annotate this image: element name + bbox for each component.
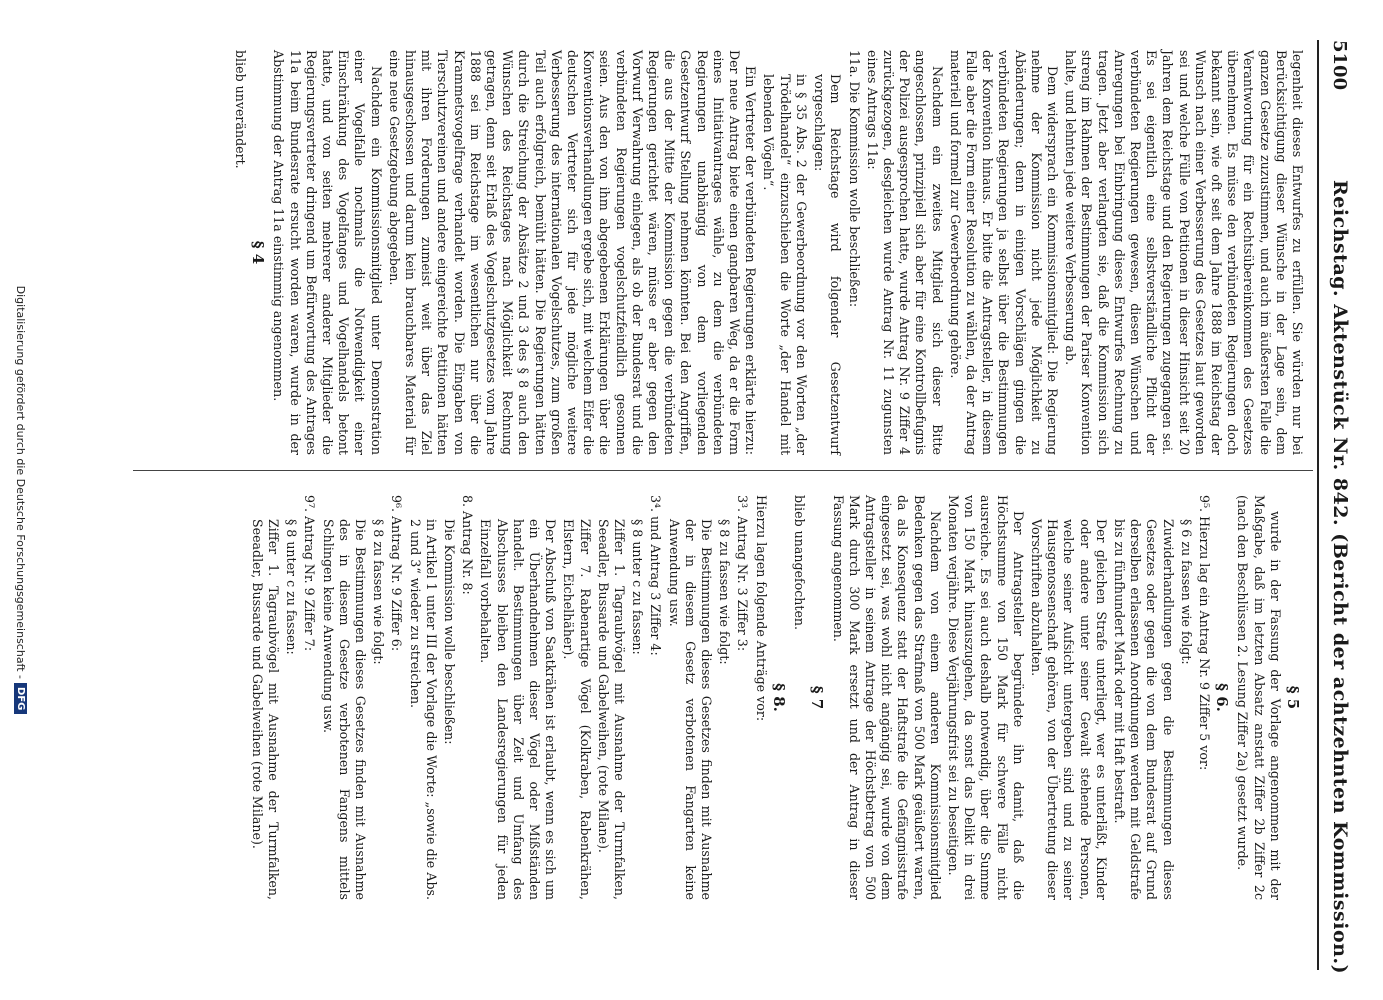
right-paragraph: in Artikel 1 unter III der Vorlage die Worte: „sowie die Abs. 2 und 3“ wieder zu streichen.	[407, 519, 439, 900]
right-paragraph: Ziffer 1. Tagraubvögel mit Ausnahme der Turmfalken, Seeadler, Bussarde und Gabelweihen (rote Milane).	[249, 519, 282, 900]
section-heading: § 6.	[1213, 683, 1232, 712]
footer-credit: Digitalisierung gefördert durch die Deutsche Forschungsgemeinschaft -	[14, 285, 27, 680]
right-paragraph: Ziffer 7. Rabenartige Vögel (Kolkraben, Rabenkrähen, Elstern, Eichelhäher).	[561, 519, 593, 900]
right-paragraph: 8. Antrag Nr. 8:	[460, 495, 476, 595]
right-paragraph: 9⁶. Antrag Nr. 9 Ziffer 6:	[389, 495, 405, 652]
left-paragraph: Nachdem ein Kommissionsmitglied unter Demonstration einer Vogelfalle nochmals die Notwendigkeit einer Einschränkung des Vogelfanges und Vogelhandels betont hatte, und von seiten mehrerer anderer Mitglieder die Regierungsvertreter dringend um Befürwortung des Antrages 11a beim Bundesrate ersucht worden waren, wurde in der Abstimmung der Antrag 11a einstimmig angenommen.	[271, 50, 384, 455]
right-column	[247, 495, 1305, 900]
right-paragraph: Nachdem von einem anderen Kommissionsmitglied Bedenken gegen das Strafmaß von 500 Mark geäußert waren, da als Konsequenz statt der Haftstrafe die Gefängnisstrafe eingesetzt sei, was wohl nicht angängig sei, wurde von dem Antragsteller in seinem Antrage der Höchstbetrag von 500 Mark durch 300 Mark ersetzt und der Antrag in dieser Fassung angenommen.	[830, 495, 943, 900]
right-paragraph: 3⁴. und Antrag 3 Ziffer 4:	[648, 495, 664, 656]
right-paragraph: Die Bestimmungen dieses Gesetzes finden mit Ausnahme der in diesem Gesetz verbotenen Fangarten keine Anwendung usw.	[666, 519, 715, 900]
right-paragraph: Die Bestimmungen dieses Gesetzes finden mit Ausnahme des in diesem Gesetze verbotenen Fangens mittels Schlingen keine Anwendung usw.	[320, 519, 369, 900]
column-divider	[133, 470, 1313, 471]
right-paragraph: § 8 zu fassen wie folgt:	[371, 519, 387, 665]
right-paragraph: blieb unangefochten.	[792, 495, 808, 631]
right-paragraph: § 8 zu fassen wie folgt:	[717, 519, 733, 665]
left-paragraph: legenheit dieses Entwurfes zu erfüllen. Sie würden nur bei Berücksichtigung dieser Wünsche in der Lage sein, dem ganzen Gesetze zuzustimmen, und auch im äußersten Falle die Verantwortung für ein Rechtsübereinkommen des Gesetzes übernehmen. Es müsse den verbündeten Regierungen doch bekannt sein, wie oft seit dem Jahre 1888 im Reichstag der Wunsch nach einer Verbesserung des Gesetzes laut geworden sei und welche Fülle von Petitionen in dieser Hinsicht seit 20 Jahren dem Reichstage und den Regierungen zugegangen sei. Es sei eigentlich eine selbstverständliche Pflicht der verbündeten Regierungen gewesen, diesen Wünschen und Anregungen bei Einbringung dieses Entwurfes Rechnung zu tragen. Jetzt aber verlangten sie, daß die Kommission sich streng im Rahmen der Bestimmungen der Pariser Konvention halte, und lehnten jede weitere Verbesserung ab.	[1063, 50, 1305, 455]
right-paragraph: Der Antragsteller begründete ihn damit, daß die Höchstsumme von 150 Mark für schwere Fälle nicht ausreiche. Es sei auch deshalb notwendig, über die Summe von 150 Mark hinauszugehen, da sonst das Delikt in drei Monaten verjähre. Diese Verjährungsfrist sei zu beseitigen.	[945, 495, 1026, 900]
right-paragraph: § 8 unter c zu fassen:	[284, 519, 300, 655]
left-paragraph: in § 35 Abs. 2 der Gewerbeordnung vor den Worten „der Trödelhandel“ einzuschieben die Worte „der Handel mit lebenden Vögeln“.	[761, 74, 809, 455]
left-paragraph: Dem Reichstage wird folgender Gesetzentwurf vorgeschlagen:	[812, 74, 844, 455]
left-paragraph: Dem widersprach ein Kommissionsmitglied: Die Regierung nehme der Kommission nicht jede Möglichkeit zu Abänderungen; denn in einigen Vorschlägen gingen die verbündeten Regierungen ja selbst über die Bestimmungen der Konvention hinaus. Er bitte die Antragsteller, in diesem Falle aber die Form einer Resolution zu wählen, da der Antrag materiell und formell zur Gewerbeordnung gehöre.	[947, 50, 1060, 455]
right-paragraph: 9⁵. Hierzu lag ein Antrag Nr. 9 Ziffer 5 vor:	[1196, 495, 1212, 771]
right-paragraph: 9⁷. Antrag Nr. 9 Ziffer 7:	[302, 495, 318, 652]
section-heading: § 8.	[769, 683, 788, 712]
header-rule	[1317, 40, 1319, 970]
right-paragraph: Ziffer 1. Tagraubvögel mit Ausnahme der Turmfalken, Seeadler, Bussarde und Gabelweihen, (rote Milane).	[595, 519, 628, 900]
section-heading: § 7	[808, 685, 827, 710]
page-footer	[14, 0, 27, 1000]
left-column	[230, 50, 1305, 455]
right-paragraph: Hierzu lagen folgende Anträge vor:	[753, 495, 769, 722]
section-heading: § 5	[1284, 685, 1302, 710]
right-paragraph: Die Kommission wolle beschließen:	[442, 519, 458, 745]
right-paragraph: wurde in der Fassung der Vorlage angenommen mit der Maßgabe, daß im letzten Absatz anstatt Ziffer 2b Ziffer 2c (nach den Beschlüssen 2. Lesung Ziffer 2a) gesetzt wurde.	[1235, 495, 1283, 900]
section-heading: § 4	[249, 240, 268, 265]
left-paragraph: blieb unverändert.	[233, 50, 248, 169]
dfg-logo: DFG	[14, 683, 27, 714]
left-paragraph: Nachdem ein zweites Mitglied sich dieser Bitte angeschlossen, prinzipiell sich aber für eine Kontrollbefugnis der Polizei ausgesprochen hatte, wurde Antrag Nr. 9 Ziffer 4 zurückgezogen, desgleichen wurde Antrag Nr. 11 zugunsten eines Antrags 11a:	[864, 50, 945, 455]
page-header	[1325, 40, 1351, 980]
right-paragraph: § 6 zu fassen wie folgt:	[1178, 519, 1194, 665]
running-title: Reichstag. Aktenstück Nr. 842. (Bericht der achtzehnten Kommission.)	[1329, 180, 1351, 975]
right-paragraph: § 8 unter c zu fassen:	[630, 519, 646, 655]
page-number: 5100	[1329, 40, 1350, 91]
left-paragraph: 11a. Die Kommission wolle beschließen:	[846, 50, 862, 308]
right-paragraph: 3³. Antrag Nr. 3 Ziffer 3:	[735, 495, 751, 652]
right-paragraph: Der Abschuß von Saatkrähen ist erlaubt, wenn es sich um ein Überhandnehmen dieser Vögel oder Mißständen handelt. Bestimmungen über Zeit und Umfang des Abschusses bleiben den Landesregierungen für jeden Einzelfall vorbehalten.	[478, 519, 559, 900]
right-paragraph: Der gleichen Strafe unterliegt, wer es unterläßt, Kinder oder andere unter seiner Gewalt stehende Personen, welche seiner Aufsicht untergeben sind und zu seiner Hausgenossenschaft gehören, von der Übertretung dieser Vorschriften abzuhalten.	[1028, 519, 1109, 900]
left-paragraph: Ein Vertreter der verbündeten Regierungen erklärte hierzu: Der neue Antrag biete einen gangbaren Weg, da er die Form eines Initiativantrages wähle, zu dem die verbündeten Regierungen unabhängig von dem vorliegenden Gesetzentwurf Stellung nehmen könnten. Bei den Angriffen, die aus der Mitte der Kommission gegen die verbündeten Regierungen gerichtet wären, müsse er aber gegen den Vorwurf Verwahrung einlegen, als ob der Bundesrat und die verbündeten Regierungen vogelschutzfeindlich gesonnen seien. Aus den von ihm abgegebenen Erklärungen über die Konventionsverhandlungen ergebe sich, mit welchem Eifer die deutschen Vertreter sich für jede mögliche weitere Verbesserung des internationalen Vogelschutzes, zum großen Teil auch erfolgreich, bemüht hätten. Die Regierungen hätten durch die Streichung der Absätze 2 und 3 des § 8 auch den Wünschen des Reichstages nach Möglichkeit Rechnung getragen, denn seit Erlaß des Vogelschutzgesetzes vom Jahre 1888 sei im Reichstage im wesentlichen nur über die Krammetsvogelfrage verhandelt worden. Die Eingaben von Tierschutzvereinen und andere eingereichte Petitionen hätten mit ihren Forderungen zumeist weit über das Ziel hinausgeschossen und darum kein brauchbares Material für eine neue Gesetzgebung abgegeben.	[386, 50, 759, 455]
right-paragraph: Zuwiderhandlungen gegen die Bestimmungen dieses Gesetzes oder gegen die von dem Bundesrat auf Grund derselben erlassenen Anordnungen werden mit Geldstrafe bis zu fünfhundert Mark oder mit Haft bestraft.	[1111, 519, 1176, 900]
